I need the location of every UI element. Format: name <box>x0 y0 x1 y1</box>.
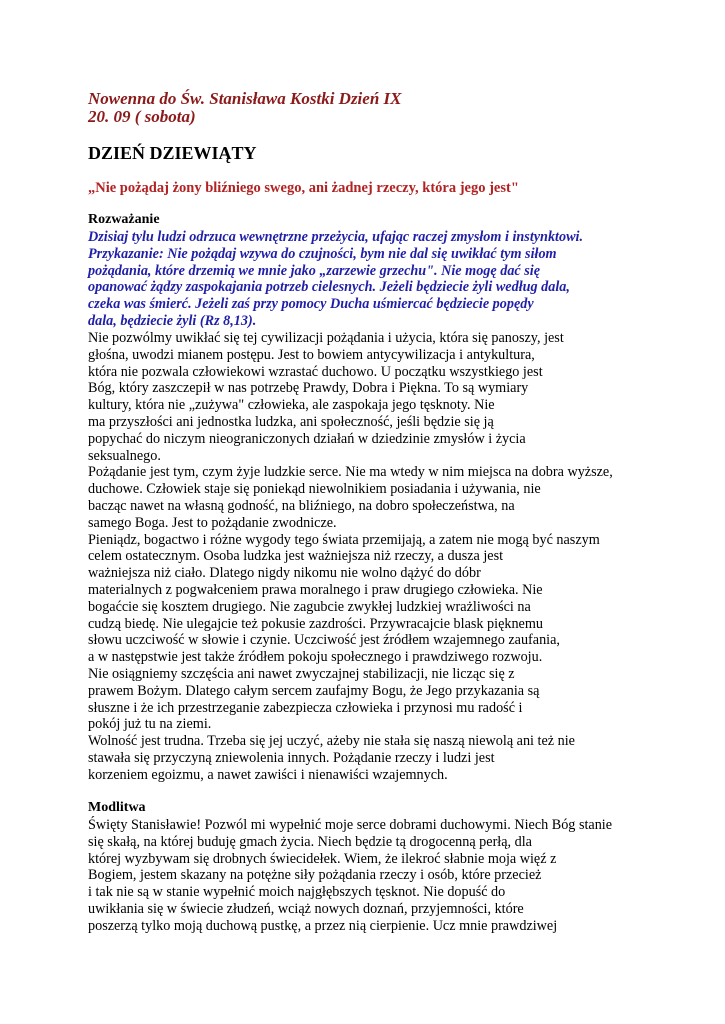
reflection-text-line: bacząc nawet na własną godność, na bliźniego, na dobro społeczeństwa, na <box>88 497 515 514</box>
reflection-text-line: ma przyszłości ani jednostka ludzka, ani społeczność, jeśli będzie się ją <box>88 413 494 430</box>
reflection-text-line: głośna, uwodzi mianem postępu. Jest to bowiem antycywilizacja i antykultura, <box>88 346 535 363</box>
reflection-text-line: korzeniem egoizmu, a nawet zawiści i nienawiści wzajemnych. <box>88 766 448 783</box>
prayer-label: Modlitwa <box>88 800 146 815</box>
reflection-text-line: która nie pozwala człowiekowi wzrastać duchowo. U początku wszystkiego jest <box>88 363 543 380</box>
prayer-text-line: uwikłania się w świecie złudzeń, wciąż nowych doznań, przyjemności, które <box>88 900 524 917</box>
reflection-italic-line: Dzisiaj tylu ludzi odrzuca wewnętrzne przeżycia, ufając raczej zmysłom i instynktowi. <box>88 229 584 245</box>
reflection-italic-block <box>88 229 648 330</box>
prayer-text-line: Bogiem, jestem skazany na potężne siły pożądania rzeczy i osób, które przecież <box>88 867 542 884</box>
title-line: Nowenna do Św. Stanisława Kostki Dzień IX <box>88 89 402 108</box>
reflection-text-line: pokój już tu na ziemi. <box>88 716 212 733</box>
document-title <box>88 90 402 126</box>
prayer-text-line: której wyzbywam się drobnych świecidełek. Wiem, że ilekroć słabnie moja więź z <box>88 850 557 867</box>
prayer-text-line: i tak nie są w stanie wypełnić moich najgłębszych tęsknot. Nie dopuść do <box>88 884 506 901</box>
commandment-quote: „Nie pożądaj żony bliźniego swego, ani żadnej rzeczy, która jego jest" <box>88 180 519 196</box>
reflection-italic-line: dala, będziecie żyli (Rz 8,13). <box>88 312 257 329</box>
reflection-text-block <box>88 330 648 784</box>
reflection-text-line: prawem Bożym. Dlatego całym sercem zaufajmy Bogu, że Jego przykazania są <box>88 682 540 699</box>
reflection-text-line: Nie pozwólmy uwikłać się tej cywilizacji pożądania i użycia, która się panoszy, jest <box>88 330 564 346</box>
reflection-label: Rozważanie <box>88 212 160 227</box>
reflection-text-line: celem ostatecznym. Osoba ludzka jest ważniejsza niż rzeczy, a dusza jest <box>88 548 504 565</box>
reflection-text-line: seksualnego. <box>88 447 161 464</box>
reflection-text-line: cudzą biedę. Nie ulegajcie też pokusie zazdrości. Przywracajcie blask pięknemu <box>88 615 543 632</box>
prayer-text-line: poszerzą tylko moją duchową pustkę, a przez nią cierpienie. Ucz mnie prawdziwej <box>88 917 558 934</box>
day-heading: DZIEŃ DZIEWIĄTY <box>88 143 257 163</box>
reflection-text-line: słuszne i że ich przestrzeganie zabezpiecza człowieka i przynosi mu radość i <box>88 699 523 716</box>
reflection-text-line: słowu uczciwość w słowie i czynie. Uczciwość jest źródłem wzajemnego zaufania, <box>88 632 560 649</box>
reflection-italic-line: Przykazanie: Nie pożądaj wzywa do czujności, bym nie dal się uwikłać tym siłom <box>88 245 557 262</box>
reflection-text-line: Wolność jest trudna. Trzeba się jej uczyć, ażeby nie stała się naszą niewolą ani też nie <box>88 733 575 750</box>
reflection-text-line: kultury, która nie „zużywa" człowieka, ale zaspokaja jego tęsknoty. Nie <box>88 397 495 414</box>
reflection-text-line: Pieniądz, bogactwo i różne wygody tego świata przemijają, a zatem nie mogą być naszym <box>88 531 600 548</box>
prayer-text-line: Święty Stanisławie! Pozwól mi wypełnić moje serce dobrami duchowymi. Niech Bóg stanie <box>88 817 613 833</box>
title-date-line: 20. 09 ( sobota) <box>88 107 196 126</box>
reflection-text-line: Pożądanie jest tym, czym żyje ludzkie serce. Nie ma wtedy w nim miejsca na dobra wyższe, <box>88 464 613 481</box>
reflection-italic-line: pożądania, które drzemią we mnie jako „zarzewie grzechu". Nie mogę dać się <box>88 262 541 279</box>
reflection-text-line: bogaćcie się kosztem drugiego. Nie zagubcie zwykłej ludzkiej wrażliwości na <box>88 598 531 615</box>
reflection-text-line: Bóg, który zaszczepił w nas potrzebę Prawdy, Dobra i Piękna. To są wymiary <box>88 380 529 397</box>
reflection-text-line: a w następstwie jest także źródłem pokoju społecznego i prawdziwego rozwoju. <box>88 649 543 666</box>
reflection-text-line: materialnych z pogwałceniem prawa moralnego i praw drugiego człowieka. Nie <box>88 581 543 598</box>
reflection-text-line: stawała się przyczyną zniewolenia innych. Pożądanie rzeczy i ludzi jest <box>88 749 495 766</box>
reflection-text-line: samego Boga. Jest to pożądanie zwodnicze. <box>88 514 337 531</box>
reflection-text-line: duchowe. Człowiek staje się poniekąd niewolnikiem posiadania i używania, nie <box>88 481 541 498</box>
prayer-text-line: się skałą, na której buduję gmach życia. Niech będzie tą drogocenną perłą, dla <box>88 833 532 850</box>
reflection-text-line: popychać do niczym nieograniczonych działań w dziedzinie zmysłów i życia <box>88 430 526 447</box>
reflection-text-line: ważniejsza niż ciało. Dlatego nigdy nikomu nie wolno dążyć do dóbr <box>88 565 481 582</box>
reflection-italic-line: czeka was śmierć. Jeżeli zaś przy pomocy Ducha uśmiercać będziecie popędy <box>88 296 534 313</box>
reflection-italic-line: opanować żądzy zaspokajania potrzeb cielesnych. Jeżeli będziecie żyli według dala, <box>88 279 570 296</box>
reflection-text-line: Nie osiągniemy szczęścia ani nawet zwyczajnej stabilizacji, nie licząc się z <box>88 665 515 682</box>
prayer-text-block <box>88 817 648 935</box>
